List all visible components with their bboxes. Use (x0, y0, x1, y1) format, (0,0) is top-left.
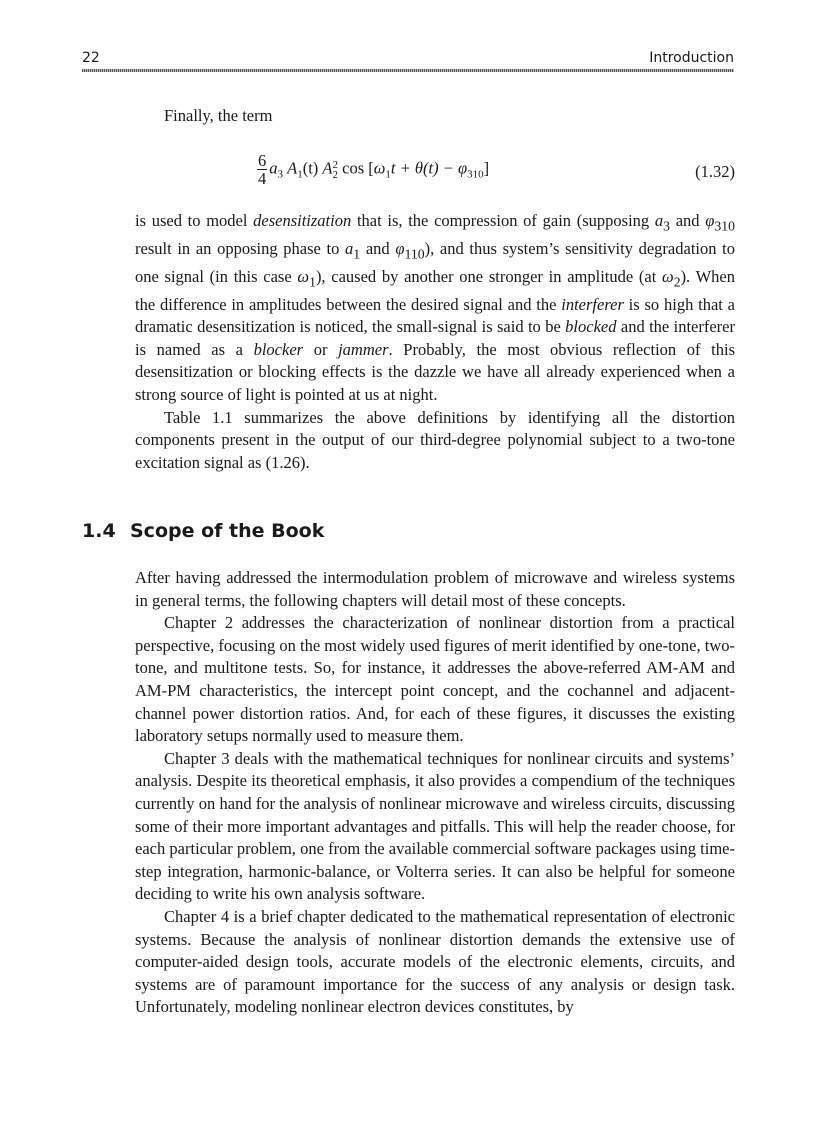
term-interferer: interferer (561, 294, 624, 314)
desensitization-section (135, 210, 735, 474)
eq-amp2-sub: 2 (332, 168, 339, 181)
equation-body (257, 152, 489, 187)
eq-amp1-arg: (t) (302, 158, 319, 178)
term-desensitization: desensitization (253, 211, 352, 230)
equation-fraction (257, 152, 267, 187)
eq-omega-sub: 1 (385, 168, 391, 181)
eq-coef-a-sub: 3 (277, 168, 283, 181)
eq-amp1-sub: 1 (297, 168, 303, 181)
scope-section (135, 567, 735, 1019)
eq-amp2-sup: 2 (332, 158, 339, 171)
paragraph-scope-intro: After having addressed the intermodulation problem of microwave and wireless systems in general terms, the following chapters will detail most of these concepts. (135, 568, 735, 610)
term-jammer: jammer (338, 339, 389, 359)
eq-phi: φ (457, 158, 468, 178)
section-heading (82, 520, 324, 542)
eq-phi-sub: 310 (467, 168, 484, 181)
equation-1-32 (135, 150, 735, 190)
term-blocked: blocked (565, 317, 617, 337)
equation-number: (1.32) (695, 162, 735, 181)
paragraph-chapter-3: Chapter 3 deals with the mathematical techniques for nonlinear circuits and systems’ analysis. Despite its theoretical emphasis, it also provides a compendium of the techniques currently on hand for the analysis of nonlinear microwave and wireless circuits, discussing some of their more important advantages and pitfalls. This will help the reader choose, for each particular problem, one from the available commercial software packages using time-step integration, harmonic-balance, or Volterra series. It can also be helpful for someone deciding to write his own analysis software. (135, 748, 735, 904)
fraction-denominator: 4 (258, 169, 267, 188)
fraction-numerator: 6 (258, 151, 267, 170)
eq-t-plus: t + (390, 158, 415, 178)
page-number: 22 (82, 50, 100, 66)
eq-bracket-close: ] (483, 158, 490, 178)
eq-func: cos (342, 158, 365, 178)
eq-bracket-open: [ (368, 158, 374, 178)
eq-amp2: A (322, 158, 333, 178)
section-number: 1.4 (82, 520, 116, 542)
eq-coef-a: a (269, 158, 278, 178)
paragraph-table-summary: Table 1.1 summarizes the above definitions by identifying all the distortion components present in the output of our third-degree polynomial subject to a two-tone excitation signal as (1.26). (135, 407, 735, 472)
eq-amp1: A (287, 158, 298, 178)
paragraph-desensitization: is used to model desensitization that is, the compression of gain (supposing $a_3$ and $\varphi_{310}$ result in an opposing phase to $a_1$ and $\varphi_{110}$), and thus system’s sensitivity degradation to one signal (in this case $\omega_1$), caused by another one stronger in amplitude (at $\omega_2$). When the difference in amplitudes between the desired signal and the interferer is so high that a dramatic desensitization is noticed, the small-signal is said to be blocked and the interferer is named as a blocker or jammer. Probably, the most obvious reflection of this desensitization or blocking effects is the dazzle we have all already experienced when a strong source of light is pointed at us at night. (135, 211, 736, 405)
header-rule (82, 69, 734, 72)
term-blocker: blocker (253, 339, 304, 359)
eq-omega: ω (373, 158, 386, 178)
section-title-text: Scope of the Book (130, 520, 325, 542)
eq-theta: θ(t) − (414, 158, 458, 178)
intro-paragraph (135, 105, 735, 128)
running-title: Introduction (649, 50, 734, 66)
page-header (82, 50, 734, 70)
intro-text: Finally, the term (164, 106, 273, 125)
paragraph-chapter-2: Chapter 2 addresses the characterization of nonlinear distortion from a practical perspective, focusing on the most widely used figures of merit identified by one-tone, two-tone, and multitone tests. So, for instance, it addresses the above-referred AM-AM and AM-PM characteristics, the intercept point concept, and the cochannel and adjacent-channel power distortion ratios. And, for each of these figures, it discusses the existing laboratory setups normally used to measure them. (135, 613, 735, 746)
paragraph-chapter-4: Chapter 4 is a brief chapter dedicated to the mathematical representation of electronic systems. Because the analysis of nonlinear distortion demands the extensive use of computer-aided design tools, accurate models of the electronic elements, circuits, and systems are of paramount importance for the success of any analysis or design task. Unfortunately, modeling nonlinear electron devices constitutes, by (135, 906, 735, 1017)
